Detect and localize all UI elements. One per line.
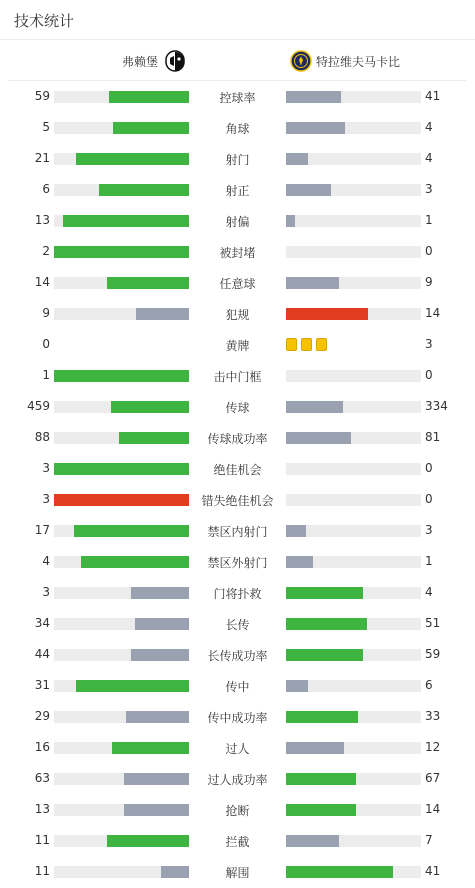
home-bar-fill [54, 494, 189, 506]
away-bar [286, 91, 421, 103]
away-value: 1 [425, 213, 433, 227]
home-bar-fill [126, 711, 189, 723]
away-value: 7 [425, 833, 433, 847]
home-bar-fill [109, 91, 189, 103]
home-value: 2 [42, 244, 50, 258]
away-bar-fill [286, 866, 393, 878]
away-bar [286, 711, 421, 723]
stat-row [0, 825, 475, 856]
away-value: 0 [425, 461, 433, 475]
home-bar-fill [63, 215, 189, 227]
away-bar [286, 153, 421, 165]
stat-label: 射门 [225, 153, 250, 167]
home-bar-fill [131, 649, 189, 661]
home-bar [54, 649, 189, 661]
stat-row [0, 608, 475, 639]
away-value: 1 [425, 554, 433, 568]
home-value: 63 [34, 771, 50, 785]
home-bar-fill [113, 122, 189, 134]
home-value: 44 [34, 647, 50, 661]
away-bar [286, 184, 421, 196]
home-team-crest-icon [164, 50, 186, 72]
home-bar-fill [99, 184, 189, 196]
stat-label: 射偏 [225, 215, 250, 229]
home-value: 11 [34, 864, 50, 878]
away-value: 3 [425, 523, 433, 537]
stats-header [0, 0, 475, 40]
stat-label: 传球成功率 [207, 432, 268, 446]
away-bar-fill [286, 742, 344, 754]
away-value: 12 [425, 740, 441, 754]
home-bar [54, 370, 189, 382]
away-bar [286, 246, 421, 258]
away-bar [286, 122, 421, 134]
away-bar [286, 773, 421, 785]
home-bar [54, 122, 189, 134]
stat-label: 任意球 [219, 277, 256, 291]
away-bar [286, 804, 421, 816]
away-bar [286, 463, 421, 475]
stat-row [0, 856, 475, 887]
away-value: 9 [425, 275, 433, 289]
away-team[interactable] [290, 49, 400, 73]
away-bar-fill [286, 91, 341, 103]
away-bar [286, 587, 421, 599]
stat-label: 传中 [225, 680, 250, 694]
away-value: 4 [425, 120, 433, 134]
stat-row [0, 546, 475, 577]
away-value: 6 [425, 678, 433, 692]
home-bar-fill [124, 773, 189, 785]
away-bar [286, 525, 421, 537]
away-bar [286, 649, 421, 661]
stat-label: 解围 [225, 866, 250, 880]
home-bar [54, 804, 189, 816]
away-bar [286, 401, 421, 413]
stat-label: 击中门框 [213, 370, 262, 384]
away-bar [286, 866, 421, 878]
away-bar [286, 835, 421, 847]
stat-label: 拦截 [225, 835, 250, 849]
home-bar [54, 277, 189, 289]
home-bar-fill [135, 618, 189, 630]
away-bar [286, 277, 421, 289]
away-bar-fill [286, 618, 367, 630]
away-value: 33 [425, 709, 441, 723]
away-bar-fill [286, 308, 368, 320]
home-bar-fill [54, 463, 189, 475]
stat-row [0, 453, 475, 484]
home-bar-fill [81, 556, 189, 568]
away-bar [286, 680, 421, 692]
away-value: 14 [425, 306, 441, 320]
home-value: 13 [34, 802, 50, 816]
home-bar [54, 525, 189, 537]
stat-label: 禁区外射门 [207, 556, 268, 570]
stat-label: 犯规 [225, 308, 250, 322]
home-bar-fill [74, 525, 189, 537]
home-bar-fill [107, 277, 189, 289]
away-bar-fill [286, 556, 313, 568]
stat-row [0, 267, 475, 298]
stat-label: 禁区内射门 [207, 525, 268, 539]
away-bar-fill [286, 649, 363, 661]
home-team[interactable] [122, 49, 186, 73]
home-bar [54, 91, 189, 103]
away-team-name: 特拉维夫马卡比 [316, 54, 401, 69]
away-yellow-cards [286, 338, 327, 351]
away-bar-fill [286, 711, 358, 723]
away-bar-fill [286, 804, 356, 816]
away-value: 334 [425, 399, 448, 413]
home-value: 6 [42, 182, 50, 196]
stat-row [0, 360, 475, 391]
teams-bar [8, 41, 466, 81]
home-bar-fill [124, 804, 189, 816]
stat-label: 长传 [225, 618, 250, 632]
home-value: 9 [42, 306, 50, 320]
home-bar-fill [136, 308, 189, 320]
yellow-card-icon [316, 338, 327, 351]
away-bar-fill [286, 277, 339, 289]
home-bar [54, 494, 189, 506]
home-value: 3 [42, 461, 50, 475]
away-value: 4 [425, 151, 433, 165]
away-bar-fill [286, 153, 308, 165]
home-value: 17 [34, 523, 50, 537]
stat-row [0, 174, 475, 205]
away-value: 41 [425, 89, 441, 103]
stat-label: 传中成功率 [207, 711, 268, 725]
stat-label: 抢断 [225, 804, 250, 818]
home-value: 3 [42, 585, 50, 599]
home-bar-fill [54, 370, 189, 382]
stat-row [0, 577, 475, 608]
home-value: 11 [34, 833, 50, 847]
away-value: 51 [425, 616, 441, 630]
home-value: 13 [34, 213, 50, 227]
away-bar [286, 618, 421, 630]
stat-label: 控球率 [219, 91, 256, 105]
away-value: 0 [425, 492, 433, 506]
stats-list [0, 81, 475, 887]
yellow-card-icon [286, 338, 297, 351]
home-value: 14 [34, 275, 50, 289]
stat-row [0, 205, 475, 236]
home-bar [54, 184, 189, 196]
home-value: 59 [34, 89, 50, 103]
away-value: 41 [425, 864, 441, 878]
home-bar [54, 215, 189, 227]
stat-row [0, 763, 475, 794]
home-value: 88 [34, 430, 50, 444]
away-bar [286, 370, 421, 382]
stat-label: 传球 [225, 401, 250, 415]
away-value: 0 [425, 244, 433, 258]
home-value: 4 [42, 554, 50, 568]
home-bar [54, 835, 189, 847]
stat-row [0, 422, 475, 453]
away-bar [286, 742, 421, 754]
stat-label: 长传成功率 [207, 649, 268, 663]
stat-row [0, 670, 475, 701]
home-bar-fill [76, 153, 189, 165]
stat-label: 错失绝佳机会 [201, 494, 274, 508]
home-bar-fill [54, 246, 189, 258]
home-bar [54, 401, 189, 413]
home-value: 5 [42, 120, 50, 134]
stat-label: 角球 [225, 122, 250, 136]
stat-row [0, 732, 475, 763]
home-bar-fill [131, 587, 189, 599]
stat-row [0, 794, 475, 825]
stat-label: 黄牌 [225, 339, 250, 353]
home-bar-fill [161, 866, 189, 878]
stat-label: 射正 [225, 184, 250, 198]
stat-row [0, 298, 475, 329]
home-bar [54, 711, 189, 723]
away-value: 4 [425, 585, 433, 599]
away-value: 59 [425, 647, 441, 661]
away-bar-fill [286, 680, 308, 692]
away-bar [286, 494, 421, 506]
away-team-crest-icon [290, 50, 312, 72]
stat-label: 过人成功率 [207, 773, 268, 787]
stat-row [0, 112, 475, 143]
home-bar [54, 866, 189, 878]
home-bar [54, 773, 189, 785]
home-bar [54, 246, 189, 258]
home-bar [54, 432, 189, 444]
home-bar [54, 463, 189, 475]
away-bar-fill [286, 773, 356, 785]
home-value: 459 [27, 399, 50, 413]
stat-row [0, 329, 475, 360]
home-bar-fill [107, 835, 189, 847]
away-bar-fill [286, 587, 363, 599]
stat-row [0, 81, 475, 112]
stat-row [0, 236, 475, 267]
home-bar [54, 308, 189, 320]
home-bar-fill [112, 742, 189, 754]
stat-row [0, 701, 475, 732]
away-bar-fill [286, 215, 295, 227]
away-value: 3 [425, 337, 433, 351]
away-value: 0 [425, 368, 433, 382]
away-bar [286, 215, 421, 227]
stat-row [0, 391, 475, 422]
stat-label: 门将扑救 [213, 587, 262, 601]
stat-row [0, 639, 475, 670]
away-bar-fill [286, 122, 345, 134]
away-bar [286, 308, 421, 320]
home-bar-fill [76, 680, 189, 692]
home-team-name: 弗赖堡 [121, 54, 158, 69]
home-value: 16 [34, 740, 50, 754]
away-bar-fill [286, 184, 331, 196]
home-bar [54, 618, 189, 630]
away-bar-fill [286, 432, 351, 444]
home-bar [54, 742, 189, 754]
stat-row [0, 143, 475, 174]
home-value: 34 [34, 616, 50, 630]
away-value: 67 [425, 771, 441, 785]
home-value: 1 [42, 368, 50, 382]
page-title: 技术统计 [14, 12, 75, 30]
home-value: 31 [34, 678, 50, 692]
home-bar-fill [111, 401, 189, 413]
away-value: 3 [425, 182, 433, 196]
away-bar-fill [286, 525, 306, 537]
yellow-card-icon [301, 338, 312, 351]
away-bar-fill [286, 401, 343, 413]
home-bar [54, 153, 189, 165]
home-bar [54, 680, 189, 692]
home-value: 0 [42, 337, 50, 351]
home-bar-fill [119, 432, 189, 444]
away-value: 14 [425, 802, 441, 816]
home-value: 29 [34, 709, 50, 723]
away-bar [286, 556, 421, 568]
home-value: 21 [34, 151, 50, 165]
home-bar [54, 587, 189, 599]
home-bar [54, 556, 189, 568]
stat-label: 绝佳机会 [213, 463, 262, 477]
stat-label: 被封堵 [219, 246, 256, 260]
away-bar [286, 432, 421, 444]
away-value: 81 [425, 430, 441, 444]
home-value: 3 [42, 492, 50, 506]
stat-row [0, 484, 475, 515]
away-bar-fill [286, 835, 339, 847]
stat-row [0, 515, 475, 546]
stat-label: 过人 [225, 742, 250, 756]
